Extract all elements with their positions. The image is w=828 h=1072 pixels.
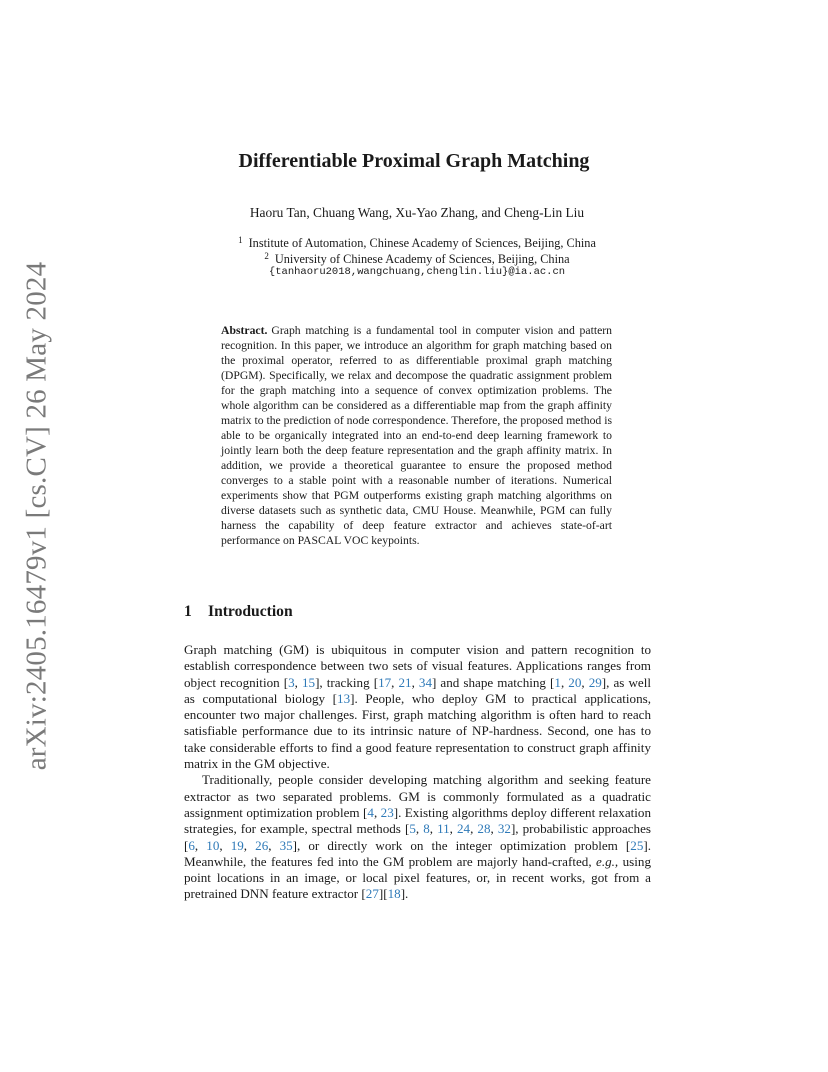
citation-link[interactable]: 11: [437, 821, 450, 837]
paragraph-text: using point locations in an image, or local pixel features, or, in recent works, got from a pretrained DNN feature extractor [: [184, 853, 651, 902]
affiliation-2: [0, 251, 828, 267]
citation-link[interactable]: 24: [457, 821, 471, 837]
paragraph-text: ], as well as computational biology [: [184, 674, 651, 706]
paragraph-text: ,: [415, 821, 424, 837]
paragraph-text: ,: [391, 674, 399, 690]
citation-link[interactable]: 27: [365, 886, 379, 902]
citation-link[interactable]: 17: [378, 674, 392, 690]
paragraph-text: ]. Existing algorithms deploy different relaxation strategies, for example, spectral methods [: [184, 804, 651, 837]
paragraph-text: ,: [194, 837, 207, 853]
abstract-label: Abstract.: [221, 324, 268, 337]
introduction-body: [184, 642, 651, 903]
paragraph-text: ,: [581, 674, 589, 690]
citation-link[interactable]: 25: [630, 837, 644, 853]
affiliation-text: Institute of Automation, Chinese Academy of Sciences, Beijing, China: [248, 236, 596, 250]
paragraph-text: ]. People, who deploy GM to practical applications, encounter two major challenges. First, graph matching algorithm is often hard to reach satisfiable performance due to its intrinsic nature of NP-hardness. Second, one has to take considerable efforts to find a good feature representation to construct graph affinity matrix in the GM objective.: [184, 690, 651, 772]
paragraph-text: ,: [243, 837, 256, 853]
citation-link[interactable]: 3: [288, 674, 295, 690]
paragraph-text: ], or directly work on the integer optimization problem [: [292, 837, 631, 853]
section-title: Introduction: [208, 603, 293, 620]
paragraph-text: ,: [411, 674, 419, 690]
paragraph-text: ,: [219, 837, 231, 853]
arxiv-identifier: arXiv:2405.16479v1 [cs.CV] 26 May 2024: [20, 261, 53, 771]
paragraph-1: [184, 642, 651, 772]
abstract-text: Graph matching is a fundamental tool in computer vision and pattern recognition. In this paper, we introduce an algorithm for graph matching based on the proximal operator, referred to as differentiable proximal graph matching (DPGM). Specifically, we relax and decompose the quadratic assignment problem for the graph matching into a sequence of convex optimization problems. The whole algorithm can be considered as a differentiable map from the graph affinity matrix to the prediction of node correspondence. Therefore, the proposed method is able to be organically integrated into an end-to-end deep learning framework to jointly learn both the deep feature representation and the graph affinity matrix. In addition, we provide a theoretical guarantee to ensure the proposed method converges to a stable point with a reasonable number of iterations. Numerical experiments show that PGM outperforms existing graph matching algorithms on diverse datasets such as synthetic data, CMU House. Meanwhile, PGM can fully harness the capability of deep feature extractor and achieves state-of-art performance on PASCAL VOC keypoints.: [221, 324, 612, 547]
paragraph-text: ][: [378, 886, 388, 902]
paragraph-text: ,: [268, 837, 280, 853]
affiliation-1: [0, 235, 828, 251]
citation-link[interactable]: 4: [367, 804, 374, 820]
paragraph-text: ,: [429, 821, 438, 837]
citation-link[interactable]: 10: [206, 837, 220, 853]
affiliation-mark: 2: [264, 251, 269, 261]
citation-link[interactable]: 32: [497, 821, 511, 837]
author-list: Haoru Tan, Chuang Wang, Xu-Yao Zhang, and Cheng-Lin Liu: [249, 205, 585, 220]
affiliation-mark: 1: [238, 235, 243, 245]
paragraph-2: [184, 772, 651, 902]
abstract: [221, 323, 612, 548]
paragraph-text: ,: [373, 804, 381, 820]
citation-link[interactable]: 28: [477, 821, 491, 837]
citation-link[interactable]: 15: [301, 674, 316, 690]
paragraph-text: ].: [400, 886, 409, 902]
citation-link[interactable]: 29: [588, 674, 602, 690]
citation-link[interactable]: 34: [418, 674, 433, 690]
citation-link[interactable]: 26: [255, 837, 269, 853]
citation-link[interactable]: 5: [409, 821, 416, 837]
citation-link[interactable]: 20: [568, 674, 582, 690]
paragraph-text: ] and shape matching [: [432, 674, 555, 690]
citation-link[interactable]: 8: [423, 821, 430, 837]
citation-link[interactable]: 18: [387, 886, 401, 902]
paragraph-text: ,: [490, 821, 498, 837]
section-number: 1: [184, 603, 192, 620]
paragraph-text: ,: [560, 674, 569, 690]
affiliation-text: University of Chinese Academy of Sciences, Beijing, China: [274, 252, 570, 266]
paragraph-text: ,: [449, 821, 457, 837]
citation-link[interactable]: 1: [554, 674, 561, 690]
paragraph-text: ,: [470, 821, 478, 837]
citation-link[interactable]: 13: [337, 690, 351, 706]
citation-link[interactable]: 35: [279, 837, 293, 853]
paragraph-text: Graph matching (GM) is ubiquitous in computer vision and pattern recognition to establish correspondence between two sets of visual features. Applications ranges from object recognition [: [184, 642, 651, 690]
citation-link[interactable]: 19: [230, 837, 244, 853]
paragraph-text: ,: [294, 674, 302, 690]
emphasis-text: e.g.,: [596, 853, 619, 869]
citation-link[interactable]: 6: [188, 837, 195, 853]
paragraph-text: ]. Meanwhile, the features fed into the GM problem are majorly hand-crafted,: [184, 837, 652, 869]
arxiv-identifier-stamp: [20, 261, 53, 771]
paragraph-text: Traditionally, people consider developing matching algorithm and seeking feature extractor as two separated problems. GM is commonly formulated as a quadratic assignment optimization problem [: [184, 772, 651, 820]
section-heading: [184, 603, 654, 621]
paper-title: Differentiable Proximal Graph Matching: [238, 150, 590, 172]
paragraph-text: ], probabilistic approaches [: [184, 821, 652, 853]
citation-link[interactable]: 23: [380, 804, 394, 820]
citation-link[interactable]: 21: [398, 674, 412, 690]
author-email: {tanhaoru2018,wangchuang,chenglin.liu}@ia.ac.cn: [268, 266, 566, 278]
paragraph-text: ], tracking [: [315, 674, 379, 690]
